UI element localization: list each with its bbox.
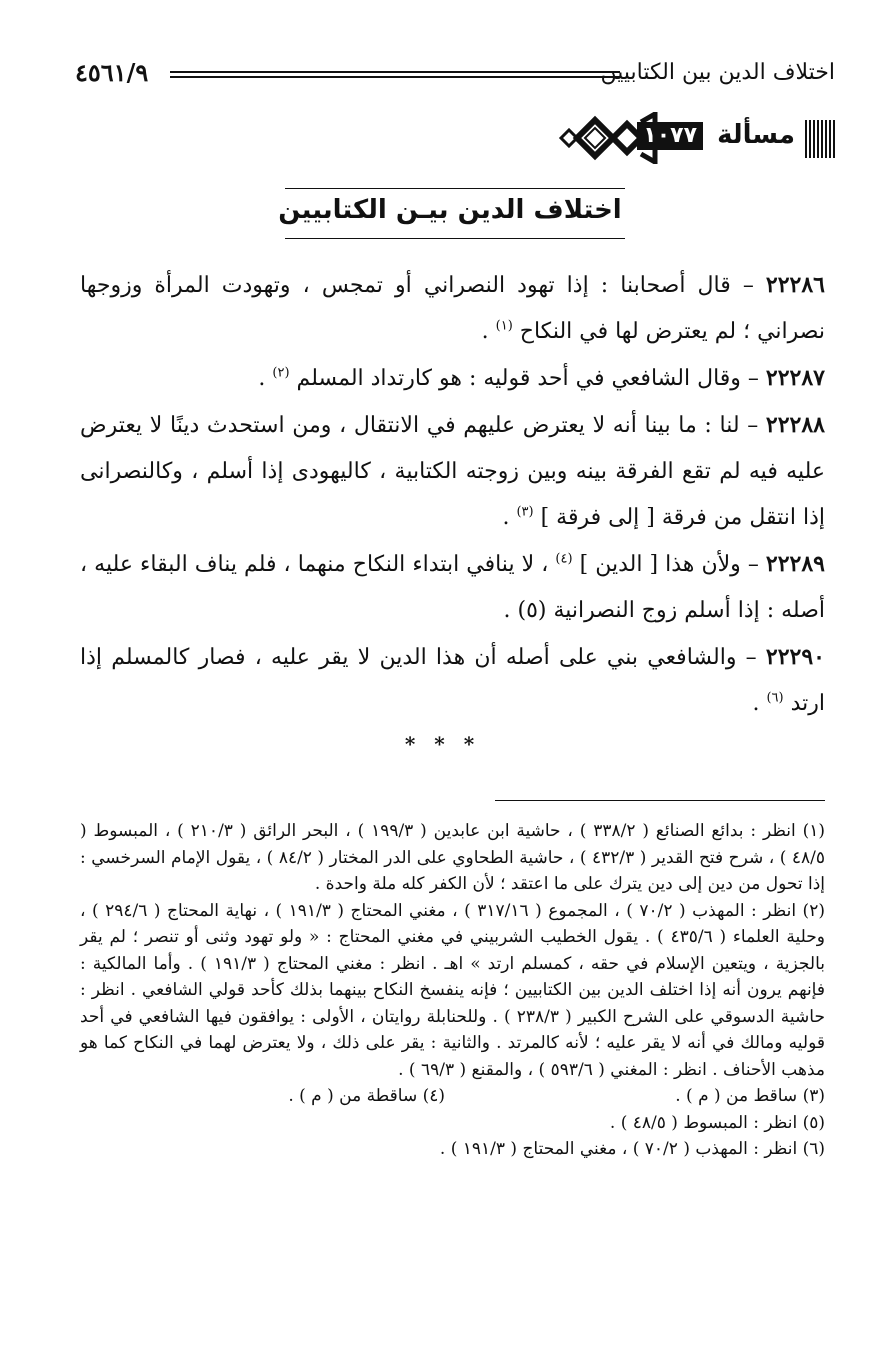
paragraph-tail: . bbox=[752, 691, 767, 716]
paragraph bbox=[80, 541, 825, 634]
paragraph-number: ٢٢٢٩٠ bbox=[765, 644, 825, 670]
paragraph-number: ٢٢٢٨٧ bbox=[765, 365, 825, 391]
issue-title: اختلاف الدين بيـن الكتابيين bbox=[278, 195, 622, 225]
paragraph bbox=[80, 355, 825, 402]
footnote-pair bbox=[80, 1083, 825, 1110]
footnote-rule bbox=[495, 800, 825, 801]
footnote: (١) انظر : بدائع الصنائع ( ٣٣٨/٢ ) ، حاشية ابن عابدين ( ١٩٩/٣ ) ، البحر الرائق ( ٢١٠/٣ ) ، المبسوط ( ٤٨/٥ ) ، شرح فتح القدير ( ٤٣٢/٣ ) ، حاشية الطحاوي على الدر المختار ( ٨٤/٢ ) ، يقول الإمام السرخسي : إذا تحول من دين إلى دين يترك على ما اعتقد ؛ لأن الكفر كله ملة واحدة . bbox=[80, 821, 825, 894]
paragraph-text: – لنا : ما بينا أنه لا يعترض عليهم في الانتقال ، ومن استحدث دينًا لا يعترض عليه فيه لم تقع الفرقة بينه وبين زوجته الكتابية ، كاليهودى إذا أسلم ، وكالنصرانى إذا انتقل من فرقة [ إلى فرقة ] bbox=[80, 413, 825, 530]
paragraph-text: – قال أصحابنا : إذا تهود النصراني أو تمجس ، وتهودت المرأة وزوجها نصراني ؛ لم يعترض لها في النكاح bbox=[80, 273, 825, 344]
paragraph-tail: . bbox=[258, 366, 273, 391]
paragraph bbox=[80, 262, 825, 355]
title-rule-bottom bbox=[285, 238, 625, 239]
footnote-ref[interactable]: (٢) bbox=[272, 365, 290, 381]
footnote-ref[interactable]: (١) bbox=[495, 318, 513, 334]
header-rule bbox=[170, 71, 620, 78]
footnote-ref[interactable]: (٣) bbox=[516, 504, 534, 520]
paragraph-number: ٢٢٢٨٨ bbox=[765, 412, 825, 438]
footnote: (٦) انظر : المهذب ( ٧٠/٢ ) ، مغني المحتاج ( ١٩١/٣ ) . bbox=[439, 1139, 825, 1159]
footnotes bbox=[80, 818, 825, 1163]
body-text bbox=[80, 262, 825, 727]
masalah-label: مسألة bbox=[717, 120, 795, 150]
paragraph bbox=[80, 402, 825, 541]
title-rule-top bbox=[285, 188, 625, 189]
paragraph bbox=[80, 634, 825, 727]
running-header bbox=[75, 60, 835, 90]
paragraph-number: ٢٢٢٨٦ bbox=[765, 272, 825, 298]
running-title: اختلاف الدين بين الكتابيين bbox=[600, 60, 835, 85]
footnote: (٤) ساقطة من ( م ) . bbox=[288, 1086, 445, 1106]
footnote-ref[interactable]: (٦) bbox=[766, 690, 784, 706]
paragraph-text: – والشافعي بني على أصله أن هذا الدين لا يقر عليه ، فصار كالمسلم إذا ارتد bbox=[80, 645, 825, 716]
footnote: (٢) انظر : المهذب ( ٧٠/٢ ) ، المجموع ( ٣١٧/١٦ ) ، مغني المحتاج ( ١٩١/٣ ) ، نهاية المحتاج ( ٢٩٤/٦ ) ، وحلية العلماء ( ٤٣٥/٦ ) . يقول الخطيب الشربيني في مغني المحتاج : « ولو تهود وثنى أو تنصر ؛ لم يقر بالجزية ، ويتعين الإسلام في حقه ، كمسلم ارتد » اهـ . انظر : مغني المحتاج ( ١٩١/٣ ) . وأما المالكية : فإنهم يرون أنه إذا اختلف الدين بين الكتابيين ؛ فإنه ينفسخ النكاح بينهما بذلك كأحد قولي الشافعي . انظر : حاشية الدسوقي على الشرح الكبير ( ٢٣٨/٣ ) . وللحنابلة روايتان ، الأولى : يوافقون فيها الشافعي في أحد قوليه ومالك في أنه لا يقر عليه ؛ لأنه كالمرتد . والثانية : يقر على ذلك ، ولا يعترض لهما في النكاح كما هو مذهب الأحناف . انظر : المغني ( ٥٩٣/٦ ) ، والمقنع ( ٦٩/٣ ) . bbox=[80, 900, 825, 1080]
paragraph-tail: . bbox=[481, 319, 496, 344]
masalah-number: ١٠٧٧ bbox=[637, 122, 703, 150]
footnote: (٥) انظر : المبسوط ( ٤٨/٥ ) . bbox=[609, 1112, 825, 1133]
section-separator: * * * bbox=[404, 732, 481, 756]
paragraph-tail: ، لا ينافي ابتداء النكاح منهما ، فلم يناف البقاء عليه ، أصله : إذا أسلم زوج النصرانية (٥) . bbox=[80, 552, 825, 623]
footnote: (٣) ساقط من ( م ) . bbox=[675, 1086, 825, 1106]
ornament-icon bbox=[555, 112, 665, 164]
footnote-ref[interactable]: (٤) bbox=[555, 551, 573, 567]
paragraph-text: – وقال الشافعي في أحد قوليه : هو كارتداد المسلم bbox=[289, 366, 766, 391]
paragraph-tail: . bbox=[502, 505, 517, 530]
paragraph-number: ٢٢٢٨٩ bbox=[765, 551, 825, 577]
page-number: ٤٥٦١/٩ bbox=[75, 58, 149, 87]
masalah-banner bbox=[555, 112, 835, 164]
banner-bars-decoration bbox=[805, 120, 835, 158]
paragraph-text: – ولأن هذا [ الدين ] bbox=[572, 552, 766, 577]
